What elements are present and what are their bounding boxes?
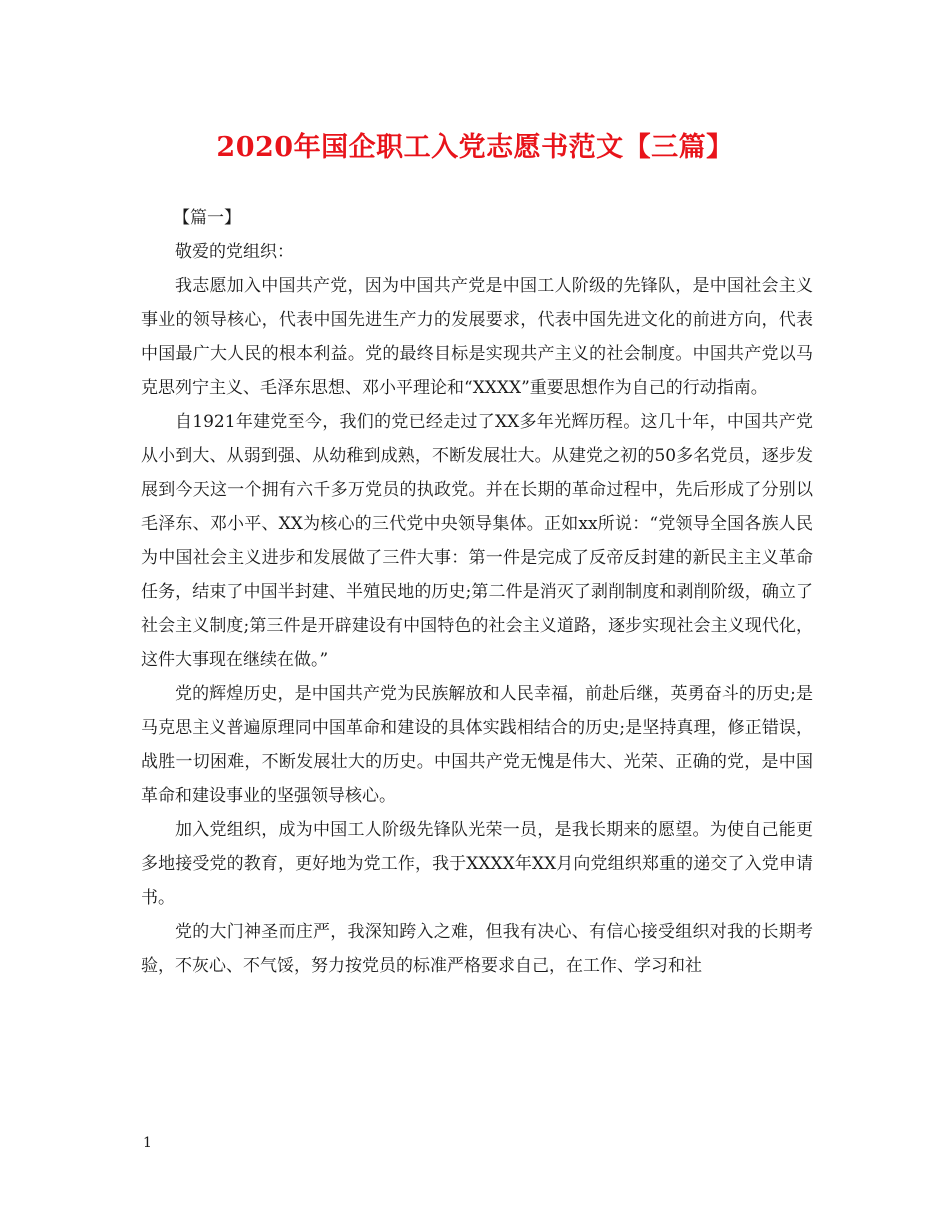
salutation: 敬爱的党组织： (175, 242, 294, 262)
paragraph-1: 我志愿加入中国共产党，因为中国共产党是中国工人阶级的先锋队，是中国社会主义事业的领导核心，代表中国先进生产力的发展要求，代表中国先进文化的前进方向，代表中国最广大人民的根本利益。党的最终目标是实现共产主义的社会制度。中国共产党以马克思列宁主义、毛泽东思想、邓小平理论和“XXXX”重要思想作为自己的行动指南。 (141, 276, 813, 398)
paragraph-2: 自1921年建党至今，我们的党已经走过了XX多年光辉历程。这几十年，中国共产党从小到大、从弱到强、从幼稚到成熟，不断发展壮大。从建党之初的50多名党员，逐步发展到今天这一个拥有六千多万党员的执政党。并在长期的革命过程中，先后形成了分别以毛泽东、邓小平、XX为核心的三代党中央领导集体。正如xx所说：“党领导全国各族人民为中国社会主义进步和发展做了三件大事：第一件是完成了反帝反封建的新民主主义革命任务，结束了中国半封建、半殖民地的历史;第二件是消灭了剥削制度和剥削阶级，确立了社会主义制度;第三件是开辟建设有中国特色的社会主义道路，逐步实现社会主义现代化，这件大事现在继续在做。” (141, 412, 813, 670)
page-number: 1 (143, 1135, 152, 1151)
document-body (141, 201, 813, 983)
section-heading: 【篇一】 (173, 208, 241, 228)
paragraph-5: 党的大门神圣而庄严，我深知跨入之难，但我有决心、有信心接受组织对我的长期考验，不灰心、不气馁，努力按党员的标准严格要求自己，在工作、学习和社 (141, 922, 813, 976)
paragraph-3: 党的辉煌历史，是中国共产党为民族解放和人民幸福，前赴后继，英勇奋斗的历史;是马克思主义普遍原理同中国革命和建设的具体实践相结合的历史;是坚持真理，修正错误，战胜一切困难，不断发展壮大的历史。中国共产党无愧是伟大、光荣、正确的党，是中国革命和建设事业的坚强领导核心。 (141, 684, 813, 806)
document-title: 2020年国企职工入党志愿书范文【三篇】 (216, 132, 734, 163)
paragraph-4: 加入党组织，成为中国工人阶级先锋队光荣一员，是我长期来的愿望。为使自己能更多地接受党的教育，更好地为党工作，我于XXXX年XX月向党组织郑重的递交了入党申请书。 (141, 820, 813, 908)
